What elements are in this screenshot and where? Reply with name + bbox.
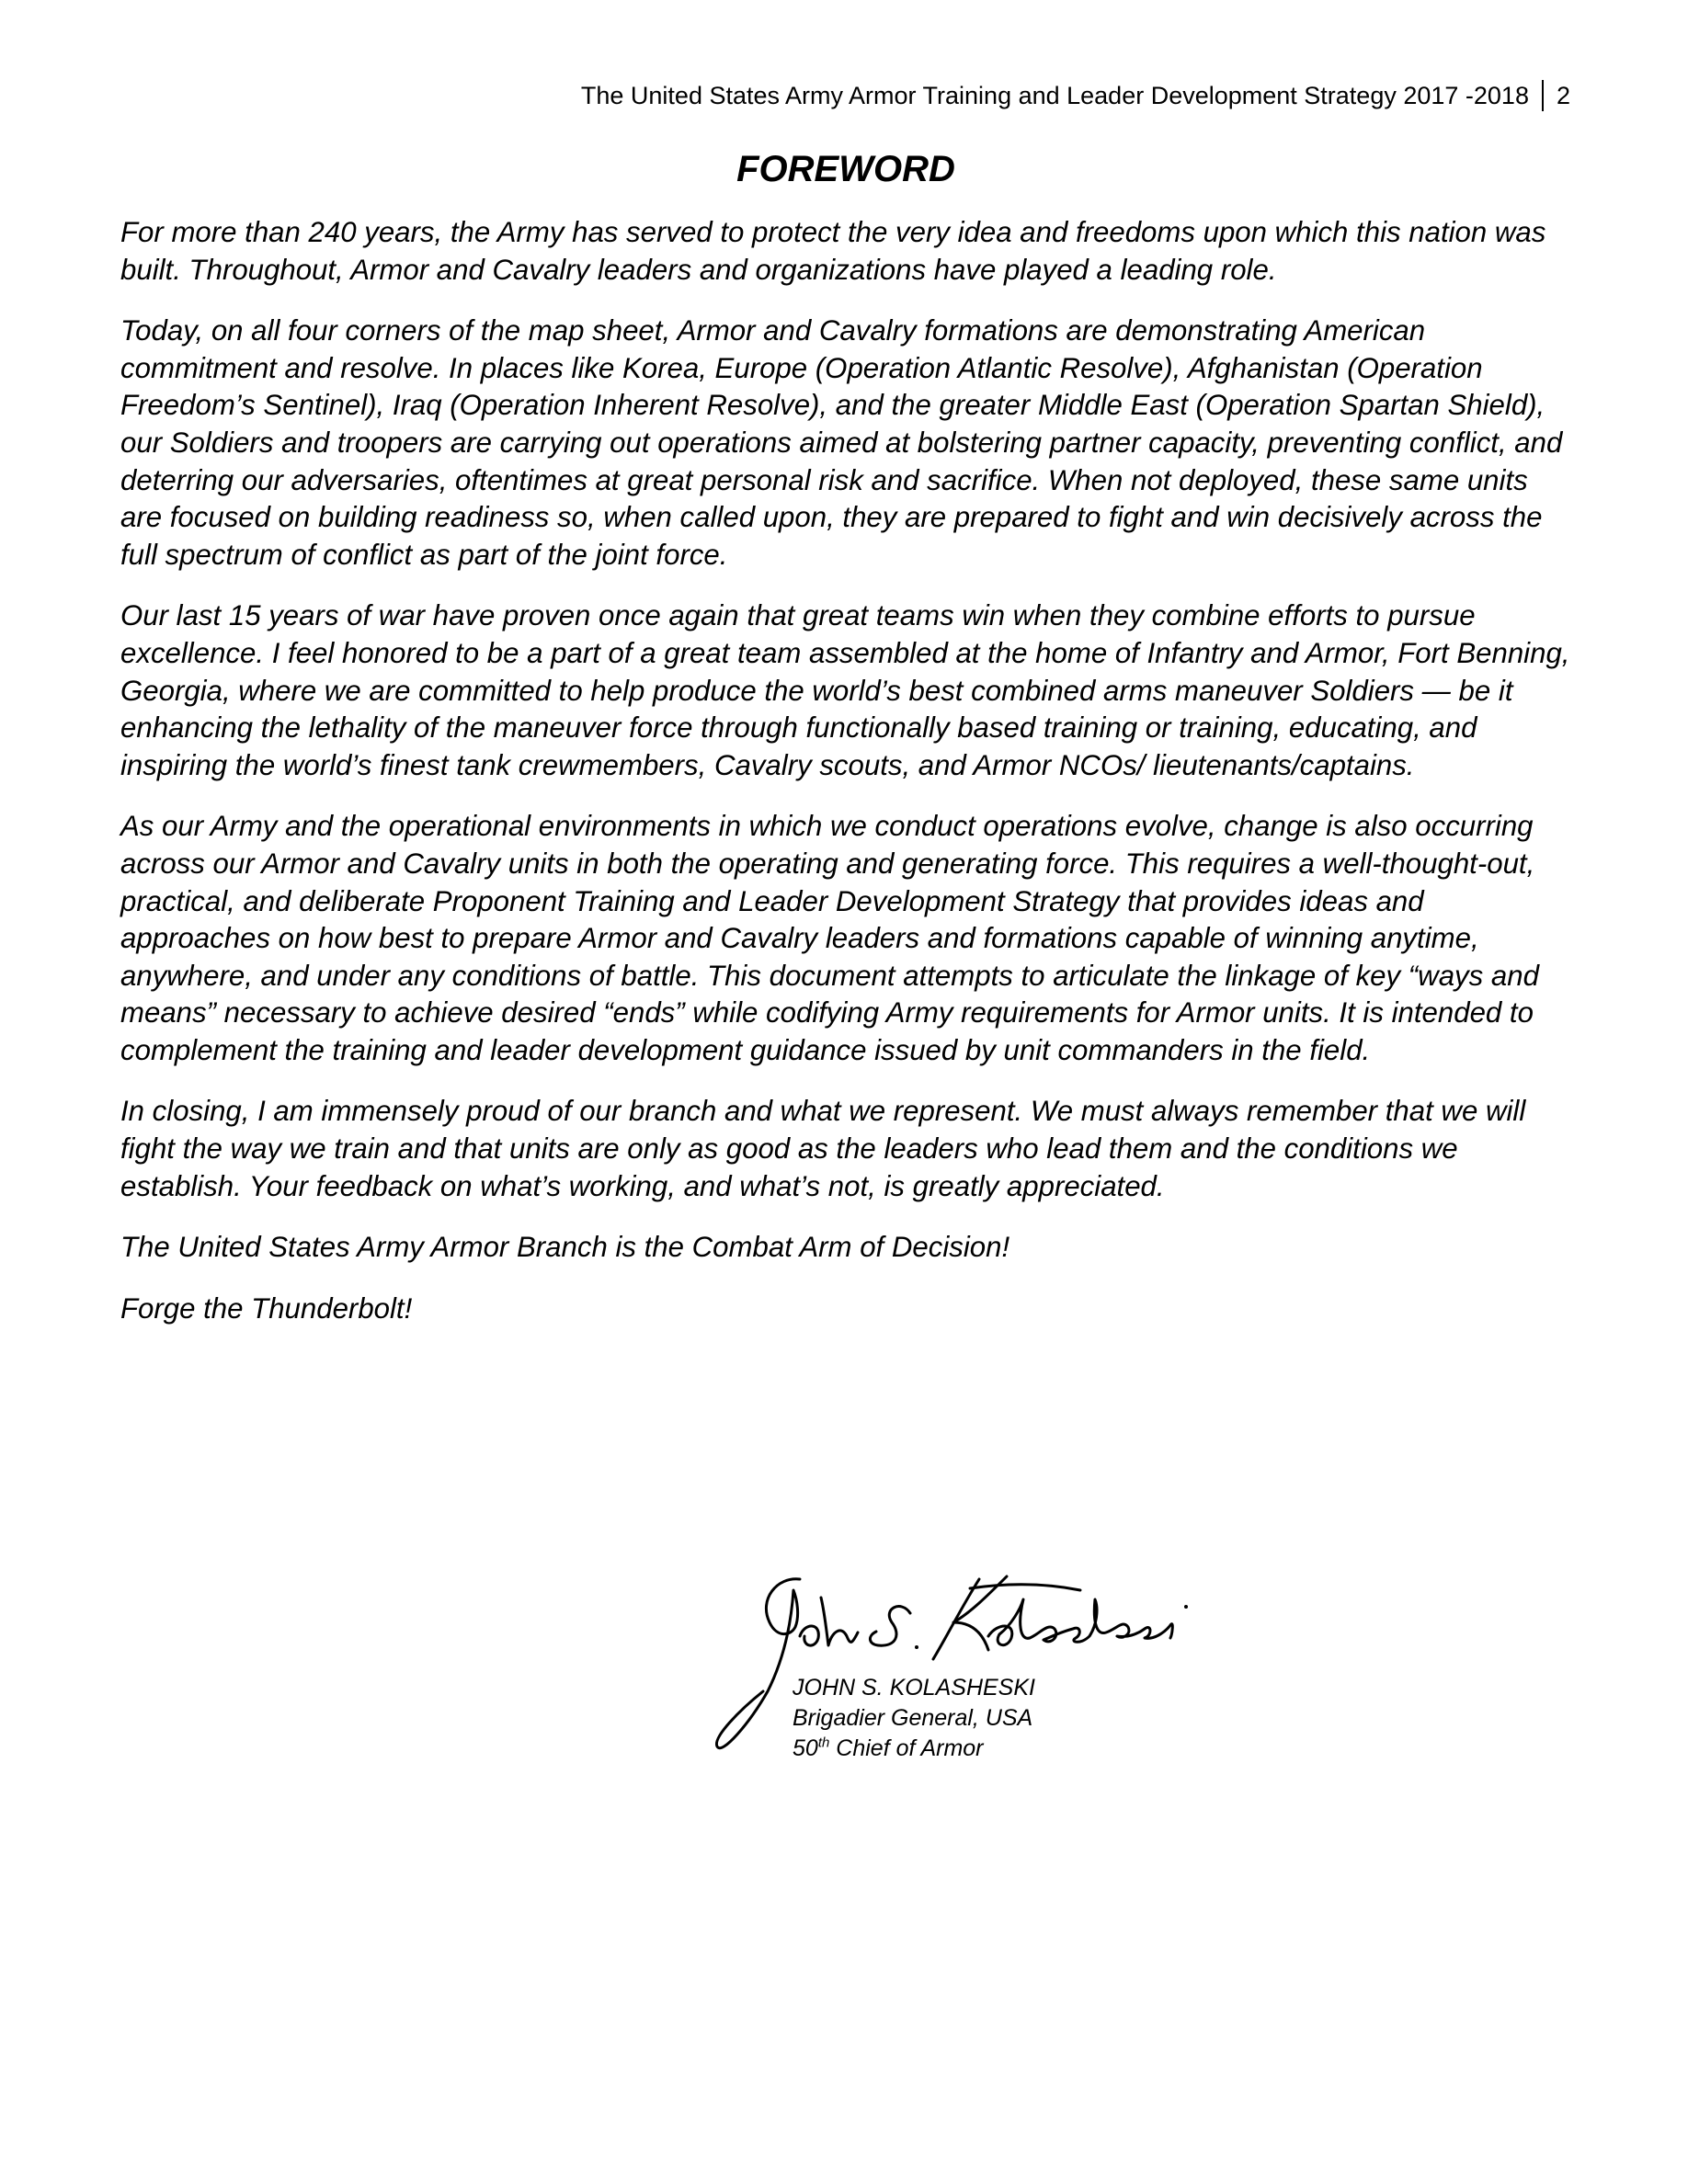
foreword-paragraph-2: Today, on all four corners of the map sheet, Armor and Cavalry formations are demonstrating American commitment and resolve. In places like Korea, Europe (Operation Atlantic Resolve), Afghanistan (Operation Freedom’s Sentinel), Iraq (Operation Inherent Resolve), and the greater Middle East (Operation Spartan Shield), our Soldiers and troopers are carrying out operations aimed at bolstering partner capacity, preventing conflict, and deterring our adversaries, oftentimes at great personal risk and sacrifice. When not deployed, these same units are focused on building readiness so, when called upon, they are prepared to fight and win decisively across the full spectrum of conflict as part of the joint force. <box>120 314 1563 571</box>
signer-rank: Brigadier General, USA <box>793 1705 1033 1731</box>
signature-block <box>713 1572 1264 1783</box>
foreword-paragraph-4: As our Army and the operational environments in which we conduct operations evolve, change is also occurring across our Armor and Cavalry units in both the operating and generating force. This requires a well-thought-out, practical, and deliberate Proponent Training and Leader Development Strategy that provides ideas and approaches on how best to prepare Armor and Cavalry leaders and formations capable of winning anytime, anywhere, and under any conditions of battle. This document attempts to articulate the linkage of key “ways and means” necessary to achieve desired “ends” while codifying Army requirements for Armor units. It is intended to complement the training and leader development guidance issued by unit commanders in the field. <box>120 810 1539 1066</box>
signer-details <box>793 1673 1035 1764</box>
foreword-paragraph-1: For more than 240 years, the Army has served to protect the very idea and freedoms upon which this nation was built. Throughout, Armor and Cavalry leaders and organizations have played a leading role. <box>120 216 1546 286</box>
foreword-paragraph-3: Our last 15 years of war have proven once again that great teams win when they combine efforts to pursue excellence. I feel honored to be a part of a great team assembled at the home of Infantry and Armor, Fort Benning, Georgia, where we are committed to help produce the world’s best combined arms maneuver Soldiers — be it enhancing the lethality of the maneuver force through functionally based training or training, educating, and inspiring the world’s finest tank crewmembers, Cavalry scouts, and Armor NCOs/ lieutenants/captains. <box>120 599 1570 781</box>
foreword-body <box>120 214 1573 1351</box>
running-header <box>581 77 1570 114</box>
page-number: 2 <box>1556 82 1570 109</box>
position-title: Chief of Armor <box>829 1735 984 1761</box>
header-separator <box>1542 80 1544 111</box>
position-ordinal: 50 <box>793 1735 818 1761</box>
foreword-paragraph-6: The United States Army Armor Branch is the Combat Arm of Decision! <box>120 1231 1010 1264</box>
position-suffix: th <box>817 1735 830 1751</box>
signer-position <box>793 1734 1035 1764</box>
running-header-title: The United States Army Armor Training and Leader Development Strategy 2017 -2018 <box>580 82 1529 109</box>
signer-name: JOHN S. KOLASHESKI <box>793 1675 1035 1701</box>
foreword-paragraph-7: Forge the Thunderbolt! <box>120 1291 413 1325</box>
foreword-paragraph-5: In closing, I am immensely proud of our branch and what we represent. We must always remember that we will fight the way we train and that units are only as good as the leaders who lead them and the conditions we establish. Your feedback on what’s working, and what’s not, is greatly appreciated. <box>120 1095 1526 1202</box>
page-title: FOREWORD <box>736 149 955 189</box>
